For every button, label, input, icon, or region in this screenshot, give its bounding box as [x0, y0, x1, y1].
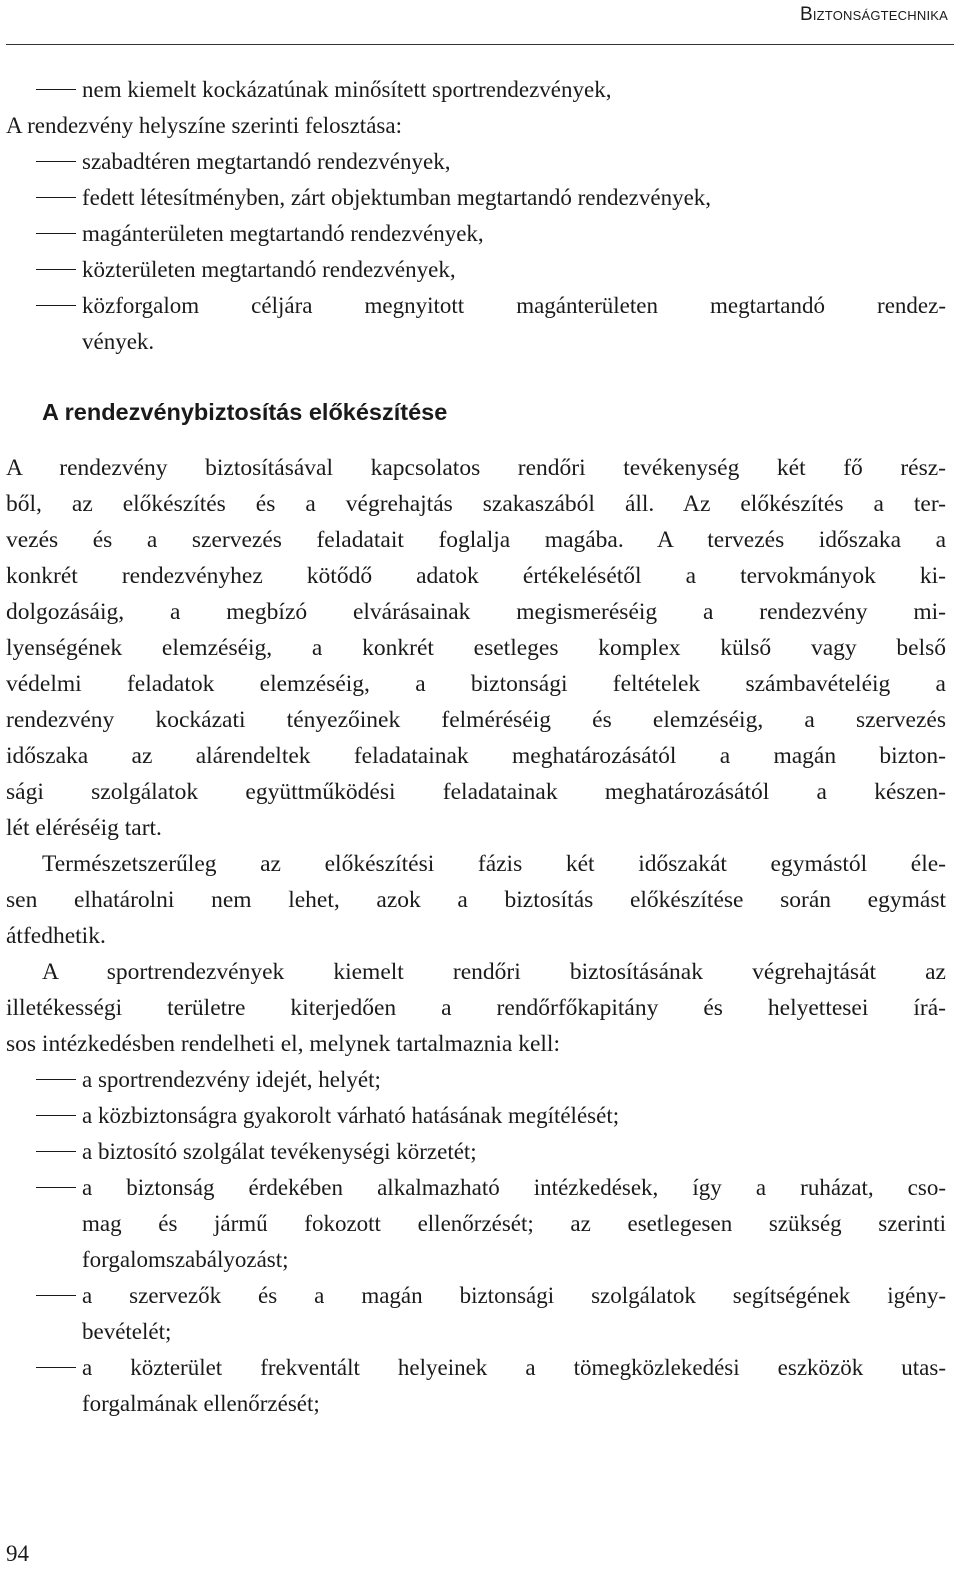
em-dash-bullet [36, 1367, 76, 1368]
paragraph-line: átfedhetik. [6, 923, 106, 949]
em-dash-bullet [36, 1115, 76, 1116]
list-item-text: közterületen megtartandó rendezvények, [82, 257, 456, 282]
paragraph-line: A sportrendezvények kiemelt rendőri biztosításának végrehajtását az [42, 959, 946, 985]
requirements-list [6, 1062, 946, 1422]
paragraph-line: konkrét rendezvényhez kötődő adatok értékelésétől a tervokmányok ki- [6, 563, 946, 589]
em-dash-bullet [36, 1079, 76, 1080]
paragraph-line: A rendezvény biztosításával kapcsolatos rendőri tevékenység két fő rész- [6, 455, 946, 481]
list-item [6, 1062, 946, 1098]
list-item [6, 144, 946, 180]
paragraph-line: sági szolgálatok együttműködési feladatainak meghatározásától a készen- [6, 779, 946, 805]
list-item-text: közforgalom céljára megnyitott magánterületen megtartandó rendez- [82, 293, 946, 318]
paragraph-line: dolgozásáig, a megbízó elvárásainak megismeréséig a rendezvény mi- [6, 599, 946, 625]
list-item [6, 1134, 946, 1170]
list-item [6, 216, 946, 252]
list-item [6, 1350, 946, 1422]
paragraph-line: időszaka az alárendeltek feladatainak meghatározásától a magán bizton- [6, 743, 946, 769]
paragraph-line: védelmi feladatok elemzéséig, a biztonsági feltételek számbavételéig a [6, 671, 946, 697]
list-item [6, 252, 946, 288]
list-item [6, 288, 946, 360]
em-dash-bullet [36, 89, 76, 90]
paragraph-preparation [6, 450, 946, 846]
list-item [6, 1098, 946, 1134]
page-body [6, 72, 946, 1422]
paragraph-line: illetékességi területre kiterjedően a rendőrfőkapitány és helyettesei írá- [6, 995, 946, 1021]
list-intro: A rendezvény helyszíne szerinti felosztása: [6, 113, 402, 138]
list-item-text: mag és jármű fokozott ellenőrzését; az esetlegesen szükség szerinti [82, 1211, 946, 1236]
section-heading: A rendezvénybiztosítás előkészítése [42, 399, 448, 425]
list-item [6, 1170, 946, 1278]
page-number: 94 [6, 1541, 29, 1566]
paragraph-line: sen elhatárolni nem lehet, azok a biztosítás előkészítése során egymást [6, 887, 946, 913]
em-dash-bullet [36, 1295, 76, 1296]
paragraph-line: lyenségének elemzéséig, a konkrét esetleges komplex külső vagy belső [6, 635, 946, 661]
list-item-text: forgalmának ellenőrzését; [82, 1391, 320, 1416]
em-dash-bullet [36, 1187, 76, 1188]
list-item [6, 1278, 946, 1350]
em-dash-bullet [36, 161, 76, 162]
em-dash-bullet [36, 269, 76, 270]
paragraph-sport-events [6, 954, 946, 1062]
list-item-text: nem kiemelt kockázatúnak minősített sportrendezvények, [82, 77, 612, 102]
list-item-text: szabadtéren megtartandó rendezvények, [82, 149, 451, 174]
list-item-text: bevételét; [82, 1319, 172, 1344]
paragraph-line: rendezvény kockázati tényezőinek felméréséig és elemzéséig, a szervezés [6, 707, 946, 733]
list-item-text: fedett létesítményben, zárt objektumban megtartandó rendezvények, [82, 185, 712, 210]
list-item-text: a biztosító szolgálat tevékenységi körzetét; [82, 1139, 477, 1164]
paragraph-phases [6, 846, 946, 954]
list-item-text: a közterület frekventált helyeinek a tömegközlekedési eszközök utas- [82, 1355, 946, 1380]
list-item-text: vények. [82, 329, 155, 354]
list-item-text: a biztonság érdekében alkalmazható intézkedések, így a ruházat, cso- [82, 1175, 946, 1200]
running-header-title: Biztonságtechnika [799, 4, 948, 25]
em-dash-bullet [36, 197, 76, 198]
list-item-text: a sportrendezvény idejét, helyét; [82, 1067, 381, 1092]
paragraph-line: lét eléréséig tart. [6, 815, 162, 841]
list-item [6, 72, 946, 108]
paragraph-line: ből, az előkészítés és a végrehajtás szakaszából áll. Az előkészítés a ter- [6, 491, 946, 517]
em-dash-bullet [36, 305, 76, 306]
header-divider [6, 44, 954, 45]
paragraph-line: vezés és a szervezés feladatait foglalja magába. A tervezés időszaka a [6, 527, 946, 553]
list-item-text: forgalomszabályozást; [82, 1247, 289, 1272]
list-item-text: magánterületen megtartandó rendezvények, [82, 221, 484, 246]
list-item-text: a szervezők és a magán biztonsági szolgálatok segítségének igény- [82, 1283, 946, 1308]
paragraph-line: sos intézkedésben rendelheti el, melynek tartalmaznia kell: [6, 1031, 560, 1057]
em-dash-bullet [36, 1151, 76, 1152]
list-item [6, 180, 946, 216]
paragraph-line: Természetszerűleg az előkészítési fázis két időszakát egymástól éle- [42, 851, 946, 877]
list-item-text: a közbiztonságra gyakorolt várható hatásának megítélését; [82, 1103, 620, 1128]
em-dash-bullet [36, 233, 76, 234]
